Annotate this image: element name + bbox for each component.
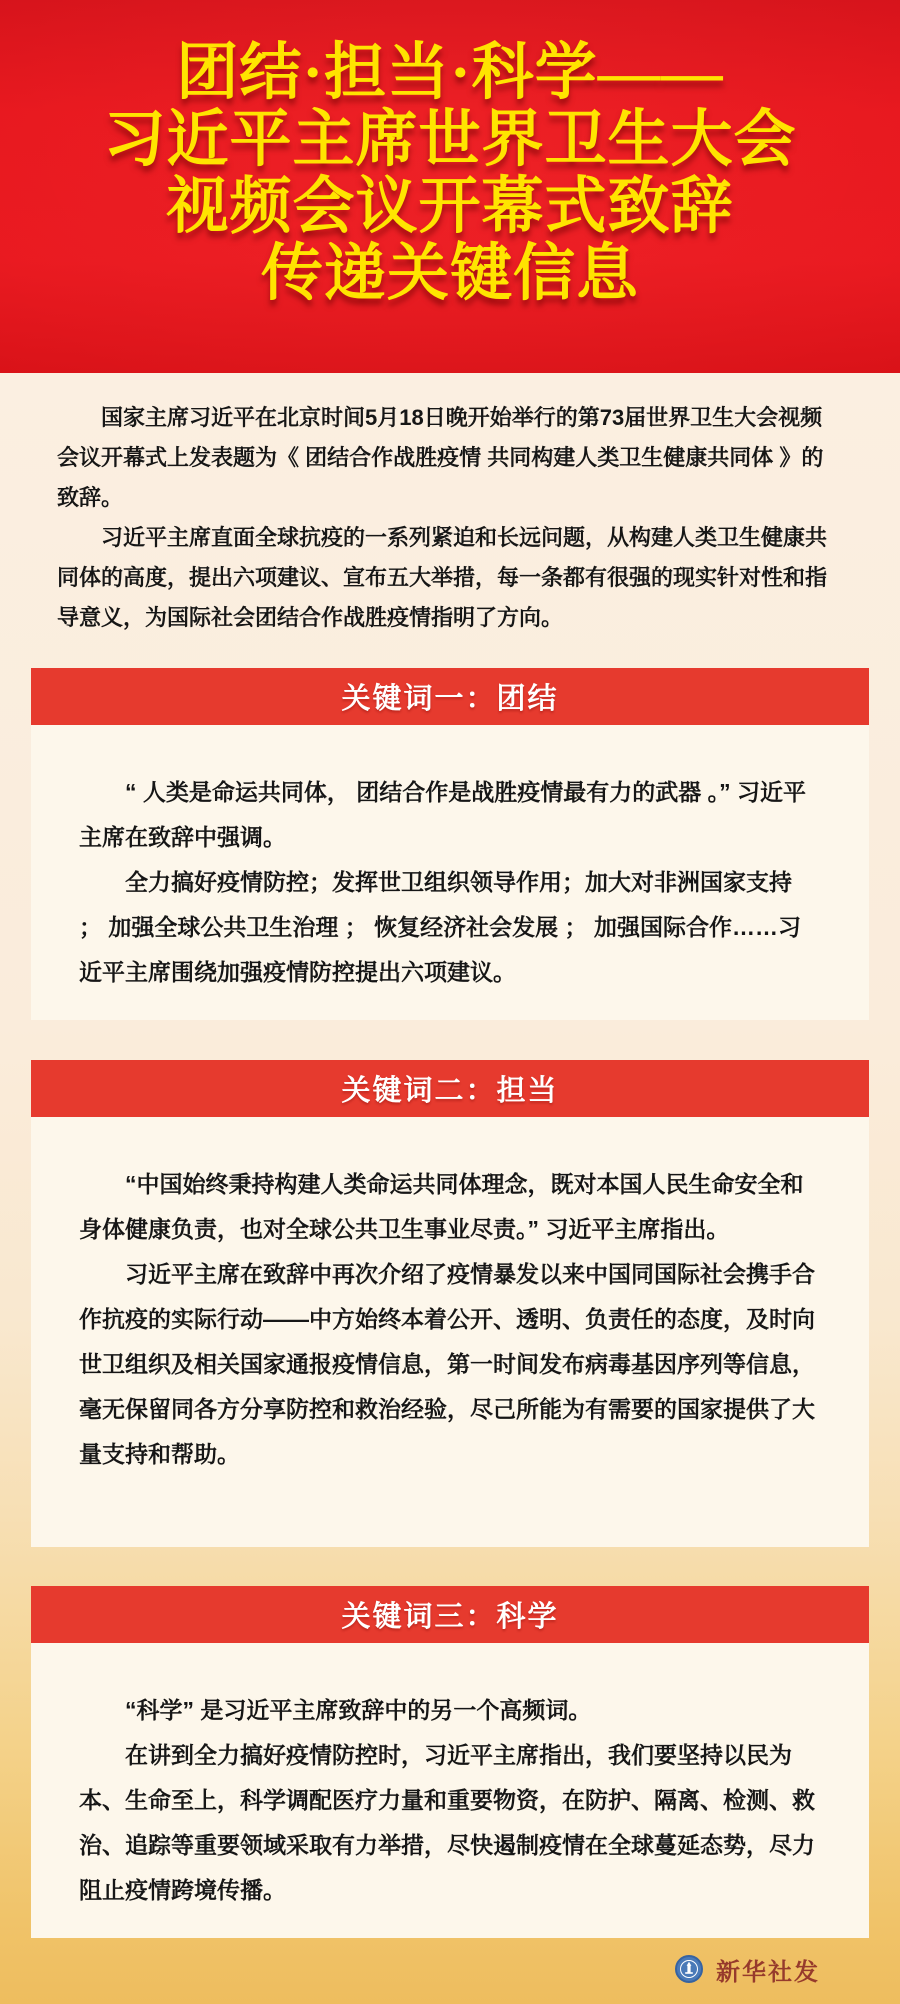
card-paragraph: “中国始终秉持构建人类命运共同体理念，既对本国人民生命安全和身体健康负责，也对全球公共卫生事业尽责。” 习近平主席指出。	[79, 1171, 804, 1242]
title-line-1: 团结·担当·科学——	[176, 39, 724, 107]
card-paragraph: “ 人类是命运共同体， 团结合作是战胜疫情最有力的武器 。” 习近平主席在致辞中强调。	[79, 779, 807, 850]
intro-section	[57, 398, 843, 638]
title-line-2: 习近平主席世界卫生大会	[103, 106, 797, 174]
intro-paragraph-1: 国家主席习近平在北京时间5月18日晚开始举行的第73届世界卫生大会视频会议开幕式上发表题为《 团结合作战胜疫情 共同构建人类卫生健康共同体 》的致辞。	[57, 405, 824, 510]
xinhua-logo-icon	[675, 1955, 703, 1983]
section-keyword-unity	[31, 668, 869, 1020]
keyword-banner-label: 关键词三：科学	[341, 1601, 559, 1633]
footer-credit	[0, 1938, 900, 2000]
section-keyword-science	[31, 1586, 869, 1938]
card-paragraph: 习近平主席在致辞中再次介绍了疫情暴发以来中国同国际社会携手合作抗疫的实际行动——中方始终本着公开、透明、负责任的态度，及时向世卫组织及相关国家通报疫情信息，第一时间发布病毒基因序列等信息，毫无保留同各方分享防控和救治经验，尽己所能为有需要的国家提供了大量支持和帮助。	[79, 1261, 815, 1467]
title-line-3: 视频会议开幕式致辞	[166, 173, 734, 241]
credit-text: 新华社发	[716, 1958, 820, 1986]
keyword-banner-label: 关键词二：担当	[341, 1075, 559, 1107]
content-card-unity	[31, 725, 869, 1020]
card-paragraph: “科学” 是习近平主席致辞中的另一个高频词。	[125, 1697, 592, 1723]
card-paragraph: 在讲到全力搞好疫情防控时，习近平主席指出，我们要坚持以民为本、生命至上，科学调配医疗力量和重要物资，在防护、隔离、检测、救治、追踪等重要领域采取有力举措，尽快遏制疫情在全球蔓延态势，尽力阻止疫情跨境传播。	[79, 1742, 815, 1903]
content-card-responsibility	[31, 1117, 869, 1547]
section-keyword-responsibility	[31, 1060, 869, 1547]
content-card-science	[31, 1643, 869, 1938]
keyword-banner-unity	[31, 668, 869, 725]
poster-body	[0, 373, 900, 2004]
keyword-banner-science	[31, 1586, 869, 1643]
title-line-4: 传递关键信息	[260, 240, 639, 308]
intro-paragraph-2: 习近平主席直面全球抗疫的一系列紧迫和长远问题，从构建人类卫生健康共同体的高度，提出六项建议、宣布五大举措，每一条都有很强的现实针对性和指导意义，为国际社会团结合作战胜疫情指明了方向。	[57, 525, 828, 630]
keyword-banner-label: 关键词一：团结	[341, 683, 559, 715]
card-paragraph: 全力搞好疫情防控；发挥世卫组织领导作用；加大对非洲国家支持 ； 加强全球公共卫生治理 ； 恢复经济社会发展 ； 加强国际合作……习近平主席围绕加强疫情防控提出六项建议。	[79, 869, 801, 985]
header-banner	[0, 0, 900, 373]
keyword-banner-responsibility	[31, 1060, 869, 1117]
